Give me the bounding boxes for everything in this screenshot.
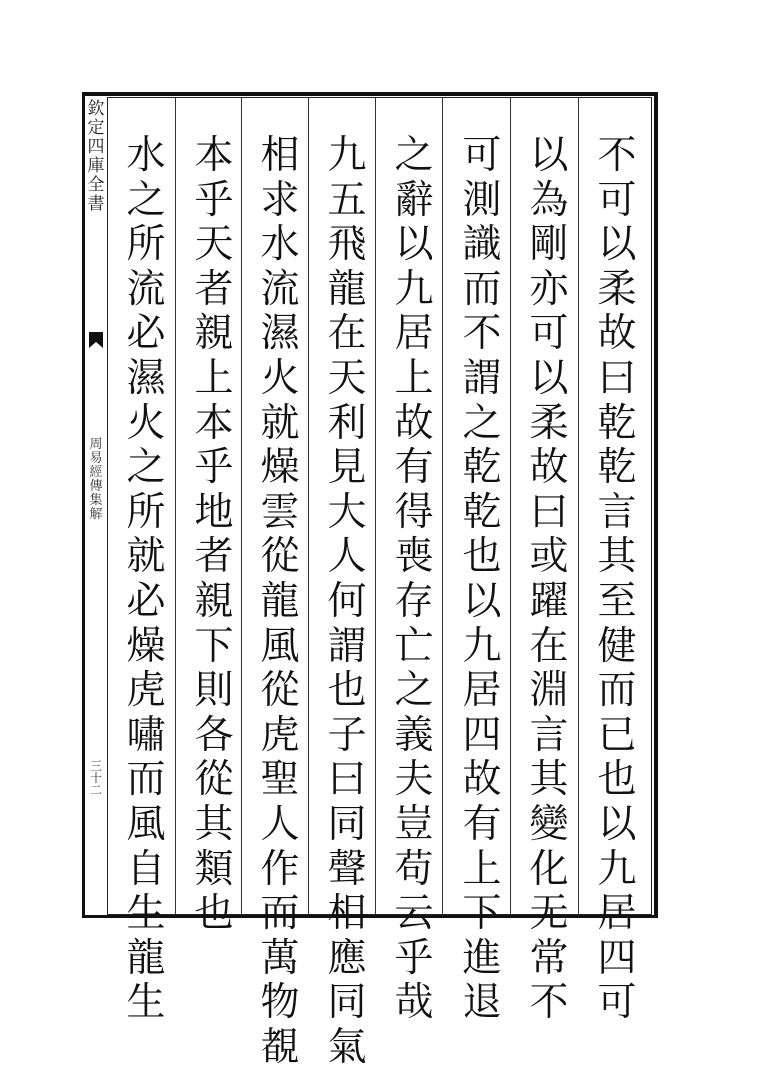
text-character: 何 [327, 578, 367, 624]
text-character: 而 [126, 757, 166, 803]
text-character: 四 [462, 712, 502, 758]
text-character: 從 [194, 757, 234, 803]
text-character: 同 [327, 801, 367, 847]
text-character: 虎 [126, 668, 166, 714]
text-character: 其 [194, 801, 234, 847]
text-character: 九 [327, 133, 367, 178]
text-character: 以 [462, 578, 502, 624]
margin-heading-char: 庫 [87, 156, 105, 176]
text-character: 剛 [529, 222, 569, 268]
text-character: 而 [260, 891, 300, 937]
text-character: 嘯 [126, 712, 166, 758]
text-character: 曰 [529, 489, 569, 535]
text-character: 或 [529, 534, 569, 580]
text-character: 應 [327, 935, 367, 981]
text-character: 柔 [597, 266, 637, 312]
text-character: 龍 [126, 935, 166, 981]
text-character: 有 [394, 445, 434, 491]
margin-heading-char: 欽 [87, 99, 105, 119]
text-character: 地 [194, 489, 234, 535]
text-character: 乾 [462, 489, 502, 535]
text-character: 九 [597, 846, 637, 892]
text-character: 言 [597, 489, 637, 535]
text-character: 求 [260, 177, 300, 223]
text-character: 豈 [394, 801, 434, 847]
text-character: 類 [194, 846, 234, 892]
text-character: 也 [462, 534, 502, 580]
text-character: 生 [126, 891, 166, 937]
text-character: 進 [462, 935, 502, 981]
text-character: 喪 [394, 534, 434, 580]
text-character: 之 [394, 133, 434, 178]
text-character: 所 [126, 489, 166, 535]
text-character: 上 [194, 355, 234, 401]
text-character: 乾 [597, 445, 637, 491]
text-character: 龍 [327, 266, 367, 312]
text-character: 聲 [327, 846, 367, 892]
text-character: 義 [394, 712, 434, 758]
text-character: 作 [260, 846, 300, 892]
text-character: 聖 [260, 757, 300, 803]
margin-heading-char: 全 [87, 175, 105, 195]
text-character: 必 [126, 578, 166, 624]
text-character: 健 [597, 623, 637, 669]
text-character: 九 [394, 266, 434, 312]
margin-heading [86, 100, 106, 214]
text-character: 生 [126, 980, 166, 1026]
text-character: 子 [327, 712, 367, 758]
text-character: 无 [529, 891, 569, 937]
text-character: 之 [126, 177, 166, 223]
text-character: 識 [462, 222, 502, 268]
text-character: 存 [394, 578, 434, 624]
text-character: 乎 [194, 445, 234, 491]
text-character: 居 [597, 891, 637, 937]
text-character: 本 [194, 133, 234, 178]
text-column-7 [184, 134, 244, 937]
text-character: 下 [462, 891, 502, 937]
text-character: 水 [260, 222, 300, 268]
text-character: 常 [529, 935, 569, 981]
text-character: 物 [260, 980, 300, 1026]
text-character: 乾 [462, 445, 502, 491]
text-character: 大 [327, 489, 367, 535]
margin-page-number: 三十二 [89, 759, 102, 797]
text-character: 之 [462, 400, 502, 446]
text-character: 以 [597, 222, 637, 268]
margin-book-char: 集 [89, 493, 103, 508]
text-character: 也 [327, 668, 367, 714]
text-character: 風 [260, 623, 300, 669]
text-character: 上 [462, 846, 502, 892]
text-character: 柔 [529, 400, 569, 446]
text-character: 親 [194, 311, 234, 357]
text-character: 燥 [260, 445, 300, 491]
text-character: 變 [529, 801, 569, 847]
text-character: 淵 [529, 668, 569, 714]
text-character: 龍 [260, 578, 300, 624]
text-character: 萬 [260, 935, 300, 981]
fishtail-mark [88, 330, 104, 352]
text-character: 就 [126, 534, 166, 580]
text-character: 其 [597, 534, 637, 580]
text-column-6 [250, 134, 310, 1070]
text-character: 其 [529, 757, 569, 803]
text-character: 退 [462, 980, 502, 1026]
text-character: 人 [327, 534, 367, 580]
text-character: 為 [529, 177, 569, 223]
text-character: 故 [529, 445, 569, 491]
text-character: 燥 [126, 623, 166, 669]
text-character: 氣 [327, 1024, 367, 1070]
text-character: 以 [597, 801, 637, 847]
text-character: 曰 [327, 757, 367, 803]
text-character: 就 [260, 400, 300, 446]
margin-book-char: 易 [89, 451, 103, 466]
text-character: 可 [597, 980, 637, 1026]
text-character: 從 [260, 534, 300, 580]
text-character: 相 [327, 891, 367, 937]
text-character: 五 [327, 177, 367, 223]
text-character: 之 [126, 445, 166, 491]
text-character: 天 [327, 355, 367, 401]
text-character: 不 [462, 311, 502, 357]
text-character: 至 [597, 578, 637, 624]
text-character: 流 [260, 266, 300, 312]
margin-heading-char: 四 [87, 137, 105, 157]
text-character: 乾 [597, 400, 637, 446]
text-character: 故 [462, 757, 502, 803]
text-character: 辭 [394, 177, 434, 223]
text-character: 云 [394, 891, 434, 937]
margin-book-char: 解 [89, 507, 103, 522]
text-character: 乎 [194, 177, 234, 223]
text-character: 躍 [529, 578, 569, 624]
text-character: 自 [126, 846, 166, 892]
text-column-4 [384, 134, 444, 1026]
text-character: 者 [194, 266, 234, 312]
text-character: 化 [529, 846, 569, 892]
text-character: 在 [327, 311, 367, 357]
margin-book-char: 傳 [89, 479, 103, 494]
text-character: 已 [597, 712, 637, 758]
text-character: 相 [260, 133, 300, 178]
text-character: 苟 [394, 846, 434, 892]
text-character: 亦 [529, 266, 569, 312]
text-character: 覩 [260, 1024, 300, 1070]
text-character: 夫 [394, 757, 434, 803]
text-character: 所 [126, 222, 166, 268]
text-character: 言 [529, 712, 569, 758]
text-character: 人 [260, 801, 300, 847]
text-character: 而 [462, 266, 502, 312]
text-character: 哉 [394, 980, 434, 1026]
text-character: 利 [327, 400, 367, 446]
text-column-3 [452, 134, 512, 1026]
text-character: 故 [394, 400, 434, 446]
text-character: 從 [260, 668, 300, 714]
text-character: 不 [529, 980, 569, 1026]
margin-book-char: 周 [89, 437, 103, 452]
text-character: 不 [597, 133, 637, 178]
text-character: 亡 [394, 623, 434, 669]
text-character: 者 [194, 534, 234, 580]
text-character: 下 [194, 623, 234, 669]
text-column-8 [116, 134, 176, 1026]
text-character: 則 [194, 668, 234, 714]
text-character: 乎 [394, 935, 434, 981]
text-column-1 [587, 134, 647, 1026]
text-character: 濕 [260, 311, 300, 357]
text-character: 居 [394, 311, 434, 357]
text-character: 可 [597, 177, 637, 223]
text-column-5 [317, 134, 377, 1070]
text-character: 測 [462, 177, 502, 223]
text-character: 本 [194, 400, 234, 446]
text-character: 有 [462, 801, 502, 847]
text-character: 而 [597, 668, 637, 714]
text-character: 曰 [597, 355, 637, 401]
text-character: 天 [194, 222, 234, 268]
text-column-2 [519, 134, 579, 1026]
text-character: 火 [126, 400, 166, 446]
margin-heading-char: 書 [87, 194, 105, 214]
text-character: 九 [462, 623, 502, 669]
text-character: 以 [529, 133, 569, 178]
text-character: 見 [327, 445, 367, 491]
text-character: 上 [394, 355, 434, 401]
text-character: 以 [394, 222, 434, 268]
text-character: 可 [529, 311, 569, 357]
text-character: 故 [597, 311, 637, 357]
margin-book-title [88, 438, 104, 522]
text-character: 雲 [260, 489, 300, 535]
text-character: 火 [260, 355, 300, 401]
margin-heading-char: 定 [87, 118, 105, 138]
text-character: 得 [394, 489, 434, 535]
text-character: 水 [126, 133, 166, 178]
text-character: 之 [394, 668, 434, 714]
text-character: 必 [126, 311, 166, 357]
text-character: 也 [194, 891, 234, 937]
text-character: 同 [327, 980, 367, 1026]
text-character: 親 [194, 578, 234, 624]
text-character: 在 [529, 623, 569, 669]
text-character: 謂 [327, 623, 367, 669]
text-character: 居 [462, 668, 502, 714]
text-character: 可 [462, 133, 502, 178]
text-character: 也 [597, 757, 637, 803]
text-character: 以 [529, 355, 569, 401]
text-character: 各 [194, 712, 234, 758]
text-character: 流 [126, 266, 166, 312]
text-character: 謂 [462, 355, 502, 401]
text-character: 虎 [260, 712, 300, 758]
text-character: 飛 [327, 222, 367, 268]
text-character: 濕 [126, 355, 166, 401]
text-character: 風 [126, 801, 166, 847]
margin-book-char: 經 [89, 465, 103, 480]
text-character: 四 [597, 935, 637, 981]
